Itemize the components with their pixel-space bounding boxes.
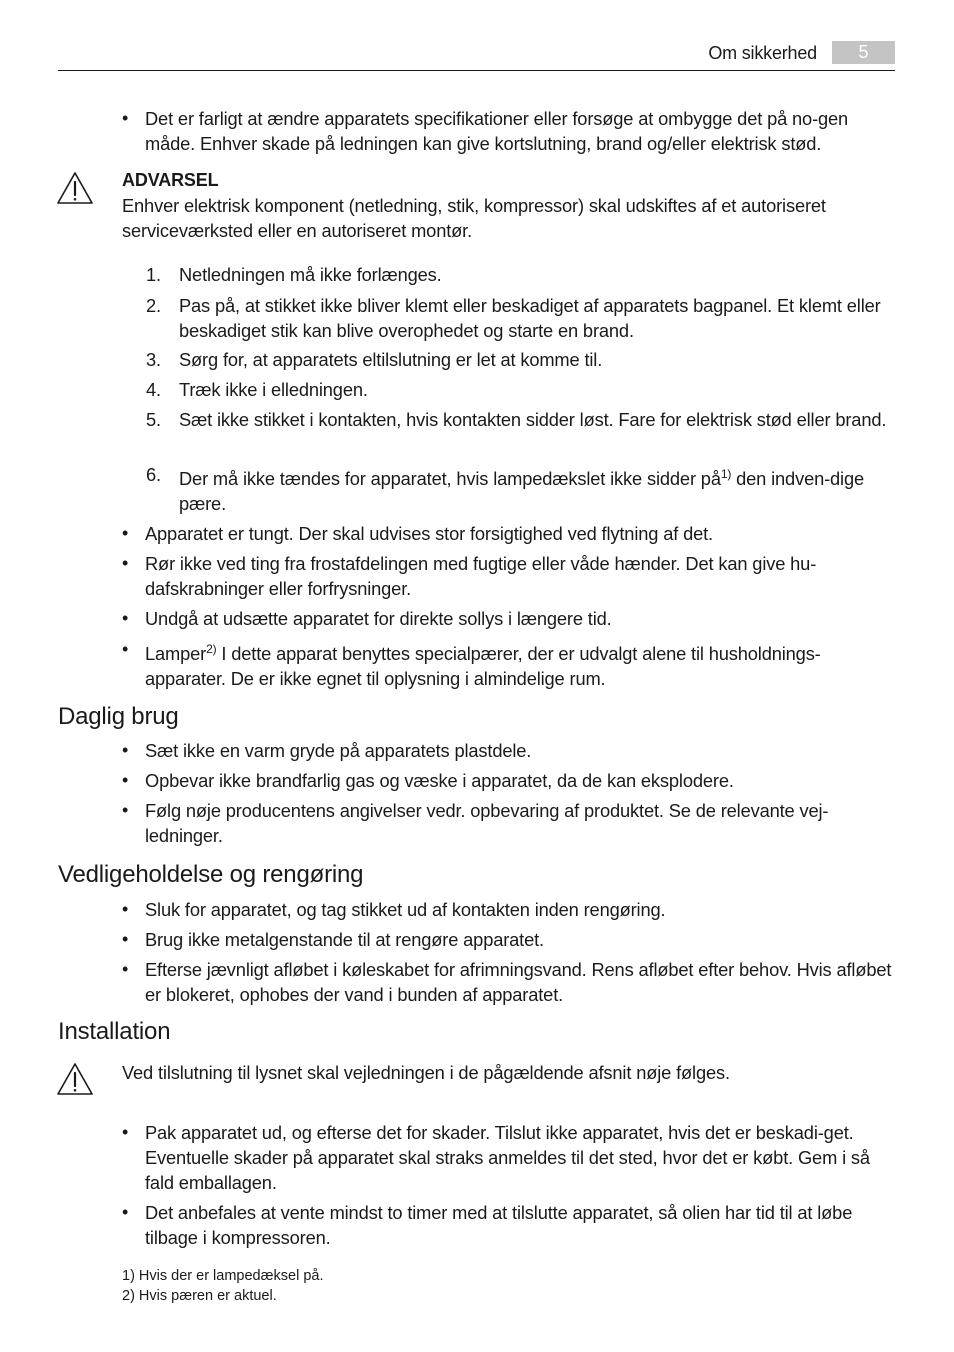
page-header [58, 40, 895, 71]
bullet-text: Opbevar ikke brandfarlig gas og væske i apparatet, da de kan eksplodere. [145, 770, 734, 791]
list-item [122, 927, 897, 952]
bullet-glyph: • [122, 639, 129, 659]
list-item [122, 1120, 897, 1195]
bullet-text: Det er farligt at ændre apparatets specifikationer eller forsøge at ombygge det på no-gen måde. Enhver skade på ledningen kan give kortslutning, brand og/eller elektrisk stød. [145, 108, 849, 154]
numbered-item [146, 347, 896, 372]
list-item [122, 521, 897, 546]
bullet-text: Efterse jævnligt afløbet i køleskabet for afrimningsvand. Rens afløbet efter behov. Hvis afløbet er blokeret, ophobes der vand i bunden af apparatet. [145, 959, 892, 1005]
list-item [122, 798, 897, 848]
bullet-text: Brug ikke metalgenstande til at rengøre apparatet. [145, 929, 544, 950]
list-item [122, 606, 897, 631]
section-heading-installation: Installation [58, 1018, 171, 1045]
bullet-glyph: • [122, 108, 129, 128]
footnote-2: 2) Hvis pæren er aktuel. [122, 1288, 277, 1304]
numbered-item [146, 407, 896, 432]
bullet-text: Det anbefales at vente mindst to timer med at tilslutte apparatet, så olien har tid til at løbe tilbage i kompressoren. [145, 1202, 853, 1248]
footnote-ref: 1) [720, 467, 732, 481]
bullet-text: Følg nøje producentens angivelser vedr. opbevaring af produktet. Se de relevante vej-ledninger. [145, 800, 829, 846]
numbered-item [146, 293, 896, 343]
section-heading-daily-use: Daglig brug [58, 703, 179, 730]
bullet-text [145, 641, 897, 691]
warning-block [122, 168, 897, 243]
page-number: 5 [832, 41, 895, 64]
bullet-text: Undgå at udsætte apparatet for direkte sollys i længere tid. [145, 608, 612, 629]
bullet-text: Sæt ikke en varm gryde på apparatets plastdele. [145, 740, 532, 761]
numbered-item [146, 466, 896, 516]
bullet-glyph: • [122, 899, 129, 919]
list-item [122, 551, 897, 601]
list-item [122, 768, 897, 793]
warning-triangle-icon [56, 1062, 94, 1096]
bullet-text-part: I dette apparat benyttes specialpærer, der er udvalgt alene til husholdnings-apparater. De er ikke egnet til oplysning i almindelige rum. [145, 643, 821, 689]
intro-bullet [122, 106, 897, 156]
list-item [122, 897, 897, 922]
warning-triangle-icon [56, 171, 94, 205]
bullet-glyph: • [122, 929, 129, 949]
list-item [122, 1200, 897, 1250]
item-number: 2. [146, 295, 161, 316]
bullet-glyph: • [122, 959, 129, 979]
footnote-ref: 2) [206, 642, 217, 656]
item-number: 1. [146, 264, 161, 285]
item-number: 3. [146, 349, 161, 370]
bullet-text-part: Lamper [145, 643, 207, 664]
item-number: 4. [146, 379, 161, 400]
bullet-glyph: • [122, 1202, 129, 1222]
item-text: Sørg for, at apparatets eltilslutning er let at komme til. [179, 349, 603, 370]
bullet-text: Apparatet er tungt. Der skal udvises stor forsigtighed ved flytning af det. [145, 523, 713, 544]
item-text: Sæt ikke stikket i kontakten, hvis kontakten sidder løst. Fare for elektrisk stød eller brand. [179, 409, 887, 430]
warning-title: ADVARSEL [122, 170, 219, 190]
list-item [122, 957, 897, 1007]
footnote-1: 1) Hvis der er lampedæksel på. [122, 1268, 324, 1284]
numbered-item [146, 377, 896, 402]
item-text: Netledningen må ikke forlænges. [179, 264, 442, 285]
bullet-text: Sluk for apparatet, og tag stikket ud af kontakten inden rengøring. [145, 899, 666, 920]
bullet-glyph: • [122, 553, 129, 573]
item-text [179, 466, 896, 516]
item-number: 5. [146, 409, 161, 430]
bullet-glyph: • [122, 608, 129, 628]
bullet-text: Pak apparatet ud, og efterse det for skader. Tilslut ikke apparatet, hvis det er beskadi-get. Eventuelle skader på apparatet skal straks anmeldes til det sted, hvor det er købt. Gem i så fald emballagen. [145, 1122, 870, 1193]
bullet-glyph: • [122, 740, 129, 760]
header-section-title: Om sikkerhed [708, 43, 817, 63]
installation-warning-text: Ved tilslutning til lysnet skal vejledningen i de pågældende afsnit nøje følges. [122, 1062, 730, 1083]
numbered-item [146, 262, 896, 287]
bullet-glyph: • [122, 800, 129, 820]
bullet-glyph: • [122, 1122, 129, 1142]
warning-text: Enhver elektrisk komponent (netledning, stik, kompressor) skal udskiftes af et autoriseret serviceværksted eller en autoriseret montør. [122, 195, 826, 241]
list-item [122, 738, 897, 763]
section-heading-maintenance: Vedligeholdelse og rengøring [58, 861, 364, 888]
list-item [122, 641, 897, 691]
bullet-text: Rør ikke ved ting fra frostafdelingen med fugtige eller våde hænder. Det kan give hu-dafskrabninger eller forfrysninger. [145, 553, 817, 599]
item-number: 6. [146, 464, 161, 485]
item-text-part: den indven-dige pære. [179, 468, 865, 514]
item-text: Pas på, at stikket ikke bliver klemt eller beskadiget af apparatets bagpanel. Et klemt eller beskadiget stik kan blive overophedet og starte en brand. [179, 295, 881, 341]
bullet-glyph: • [122, 770, 129, 790]
item-text-part: Der må ikke tændes for apparatet, hvis lampedækslet ikke sidder på [179, 468, 721, 489]
bullet-glyph: • [122, 523, 129, 543]
item-text: Træk ikke i elledningen. [179, 379, 368, 400]
